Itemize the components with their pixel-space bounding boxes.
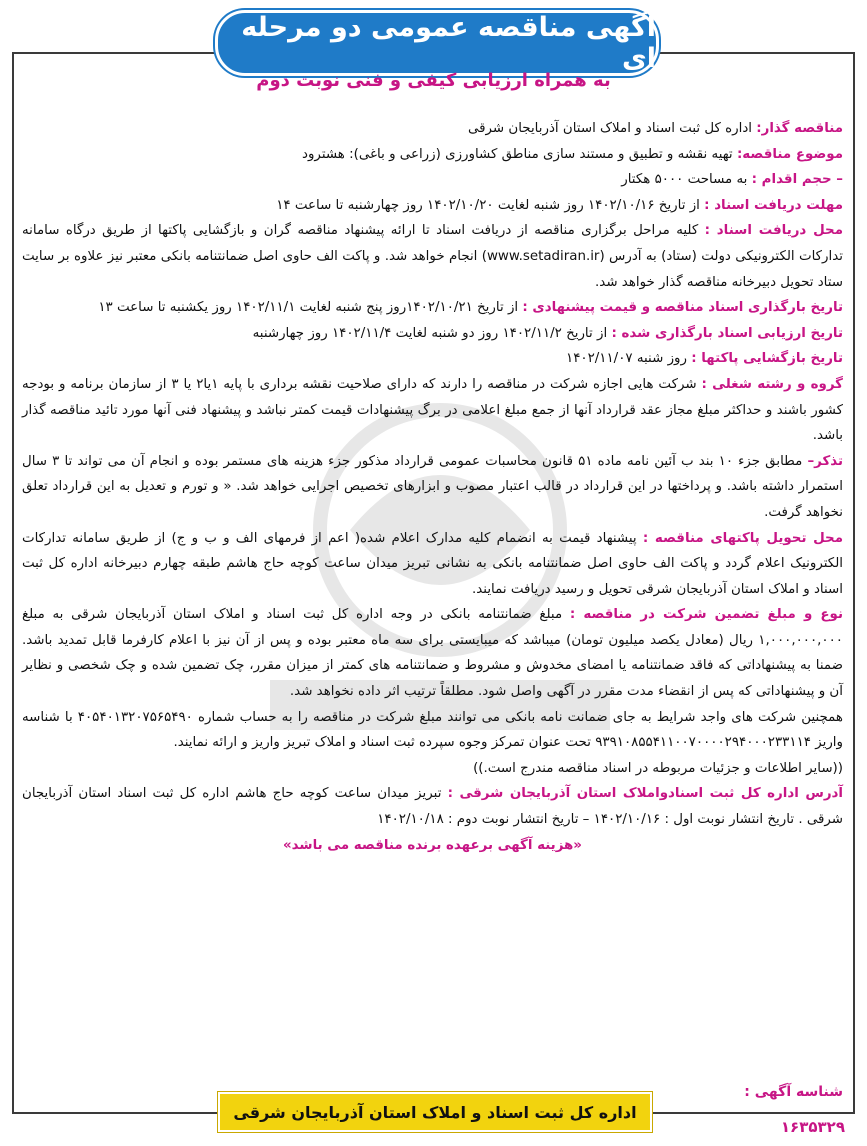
guarantee-paragraph <box>22 602 843 704</box>
upload-date-label: تاریخ بارگذاری اسناد مناقصه و قیمت پیشنهادی : <box>522 300 843 316</box>
group-label: گروه و رشته شغلی : <box>701 376 843 392</box>
group: شرکت هایی اجازه شرکت در مناقصه را دارند که دارای صلاحیت نقشه برداری با پایه ۱یا۲ یا ۳ از سازمان برنامه و بودجه کشور باشند و حداکثر مبلغ مجاز عقد قرارداد آنها از جمع مبلغ اعلامی در برگ پیشنهادات قیمت کمتر نباشد و پیشنهاد فنی آنها مورد تائید مناقصه گذار باشد. <box>22 376 843 444</box>
doc-place: کلیه مراحل برگزاری مناقصه از دریافت اسناد تا ارائه پیشنهاد مناقصه گران و بازگشایی پاکتها از طریق درگاه سامانه تدارکات الکترونیکی دولت (ستاد) به آدرس (www.setadiran.ir) انجام خواهد شد. و پاکت الف حاوی اصل ضمانتنامه بانکی معتبر نیز علاوه بر سایت ستاد تحویل دبیرخانه مناقصه گذار خواهد شد. <box>22 223 843 290</box>
upload-date: از تاریخ ۱۴۰۲/۱۰/۲۱روز پنج شنبه لغایت ۱۴۰۲/۱۱/۱ روز یکشنبه تا ساعت ۱۳ <box>98 300 519 316</box>
ad-id-label: شناسه آگهی : <box>744 1084 843 1100</box>
note-paragraph <box>22 449 843 526</box>
footer-organization: اداره کل ثبت اسناد و املاک استان آذربایجان شرقی <box>233 1102 637 1122</box>
upload-date-paragraph <box>22 295 843 321</box>
address-label: آدرس اداره کل ثبت اسنادواملاک استان آذربایجان شرقی : <box>447 786 843 802</box>
volume-label: – حجم اقدام : <box>751 172 843 188</box>
cost-note: «هزینه آگهی برعهده برنده مناقصه می باشد» <box>283 837 582 853</box>
other-info: ((سایر اطلاعات و جزئیات مربوطه در اسناد مناقصه مندرج است.)) <box>473 760 843 776</box>
note: مطابق جزء ۱۰ بند ب آئین نامه ماده ۵۱ قانون محاسبات عمومی قرارداد مذکور جزء هزینه های مستمر بوده و انجام آن می تواند تا ۳ سال استمرار داشته باشد. و پرداختها در این قرارداد در قالب اعتبار مصوب و ابزارهای تخصیص اجرایی خواهد شد. « و تورم و تعدیل به این قرارداد تعلق نخواهد گرفت. <box>22 453 843 520</box>
opening-date: روز شنبه ۱۴۰۲/۱۱/۰۷ <box>566 351 687 367</box>
evaluation-date-label: تاریخ ارزیابی اسناد بارگذاری شده : <box>611 325 843 341</box>
doc-deadline-label: مهلت دریافت اسناد : <box>704 197 843 213</box>
subject-line <box>22 142 843 168</box>
doc-place-paragraph <box>22 218 843 295</box>
guarantee: مبلغ ضمانتنامه بانکی در وجه اداره کل ثبت اسناد و املاک استان آذربایجان شرقی به مبلغ ۱,۰۰۰,۰۰۰,۰۰۰ ریال (معادل یکصد میلیون تومان) میباشد که میبایستی برای سه ماه معتبر بوده و پس از آن نیز با اعلام کارفرما قابل تمدید باشد. ضمنا به پیشنهاداتی که فاقد ضمانتنامه یا امضای مخدوش و مشروط و ضمانتنامه های کمتر از میزان مقرر، چک تضمین شده و چک شخصی و نظایر آن و پیشنهاداتی که پس از انقضاء مدت مقرر در آگهی واصل شود. مطلقاً ترتیب اثر داده نخواهد شد. <box>22 607 843 700</box>
subtitle: به همراه ارزیابی کیفی و فنی نوبت دوم <box>256 70 611 91</box>
volume-line <box>22 167 843 193</box>
tender-issuer: اداره کل ثبت اسناد و املاک استان آذربایجان شرقی <box>467 121 753 136</box>
address: تبریز میدان ساعت کوچه حاج هاشم اداره کل ثبت اسناد استان آذربایجان شرقی . تاریخ انتشار نوبت اول : ۱۴۰۲/۱۰/۱۶ – تاریخ انتشار نوبت دوم : ۱۴۰۲/۱۰/۱۸ <box>22 786 843 828</box>
ad-id-value: ۱۶۳۵۳۲۹ <box>780 1118 845 1136</box>
guarantee-label: نوع و مبلغ تضمین شرکت در مناقصه : <box>569 607 843 623</box>
opening-date-label: تاریخ بازگشایی پاکتها : <box>691 351 843 367</box>
group-paragraph <box>22 372 843 449</box>
subject: تهیه نقشه و تطبیق و مستند سازی مناطق کشاورزی (زراعی و باغی): هشترود <box>302 146 733 162</box>
delivery: پیشنهاد قیمت به انضمام کلیه مدارک اعلام شده( اعم از فرمهای الف و ب و ج) از طریق سامانه تدارکات الکترونیک اعلام گردد و پاکت الف حاوی اصل ضمانتنامه بانکی به نشانی تبریز میدان ساعت کوچه حاج هاشم طبقه چهارم دبیرخانه اداره کل ثبت اسناد و املاک استان آذربایجان شرقی تحویل و رسید دریافت نمایند. <box>22 530 843 597</box>
page-title: آگهی مناقصه عمومی دو مرحله ای <box>241 12 656 74</box>
address-paragraph <box>22 781 843 832</box>
subject-label: موضوع مناقصه: <box>736 146 843 162</box>
notice-body <box>22 116 843 858</box>
note-label: تذکر– <box>807 453 844 469</box>
evaluation-date: از تاریخ ۱۴۰۲/۱۱/۲ روز دو شنبه لغایت ۱۴۰۲/۱۱/۴ روز چهارشنبه <box>252 325 608 341</box>
evaluation-date-line <box>22 321 843 347</box>
doc-place-label: محل دریافت اسناد : <box>704 223 843 239</box>
volume: به مساحت ۵۰۰۰ هکتار <box>621 172 748 188</box>
delivery-paragraph <box>22 526 843 603</box>
footer-banner <box>218 1092 652 1132</box>
title-banner <box>215 10 659 76</box>
tender-issuer-label: مناقصه گذار: <box>756 121 843 136</box>
opening-date-line <box>22 346 843 372</box>
doc-deadline-line <box>22 193 843 219</box>
tender-issuer-line <box>22 116 843 142</box>
bank-paragraph: همچنین شرکت های واجد شرایط به جای ضمانت نامه بانکی می توانند مبلغ شرکت در مناقصه را به حساب شماره ۴۰۵۴۰۱۳۲۰۷۵۶۵۴۹۰ با شناسه واریز ۹۳۹۱۰۸۵۵۴۱۱۰۰۷۰۰۰۰۲۹۴۰۰۰۲۳۳۱۱۴ تحت عنوان تمرکز وجوه سپرده ثبت اسناد و املاک تبریز واریز و ارائه نمایند. <box>22 709 843 751</box>
delivery-label: محل تحویل پاکتهای مناقصه : <box>642 530 844 546</box>
doc-deadline: از تاریخ ۱۴۰۲/۱۰/۱۶ روز شنبه لغایت ۱۴۰۲/۱۰/۲۰ روز چهارشنبه تا ساعت ۱۴ <box>276 197 700 213</box>
